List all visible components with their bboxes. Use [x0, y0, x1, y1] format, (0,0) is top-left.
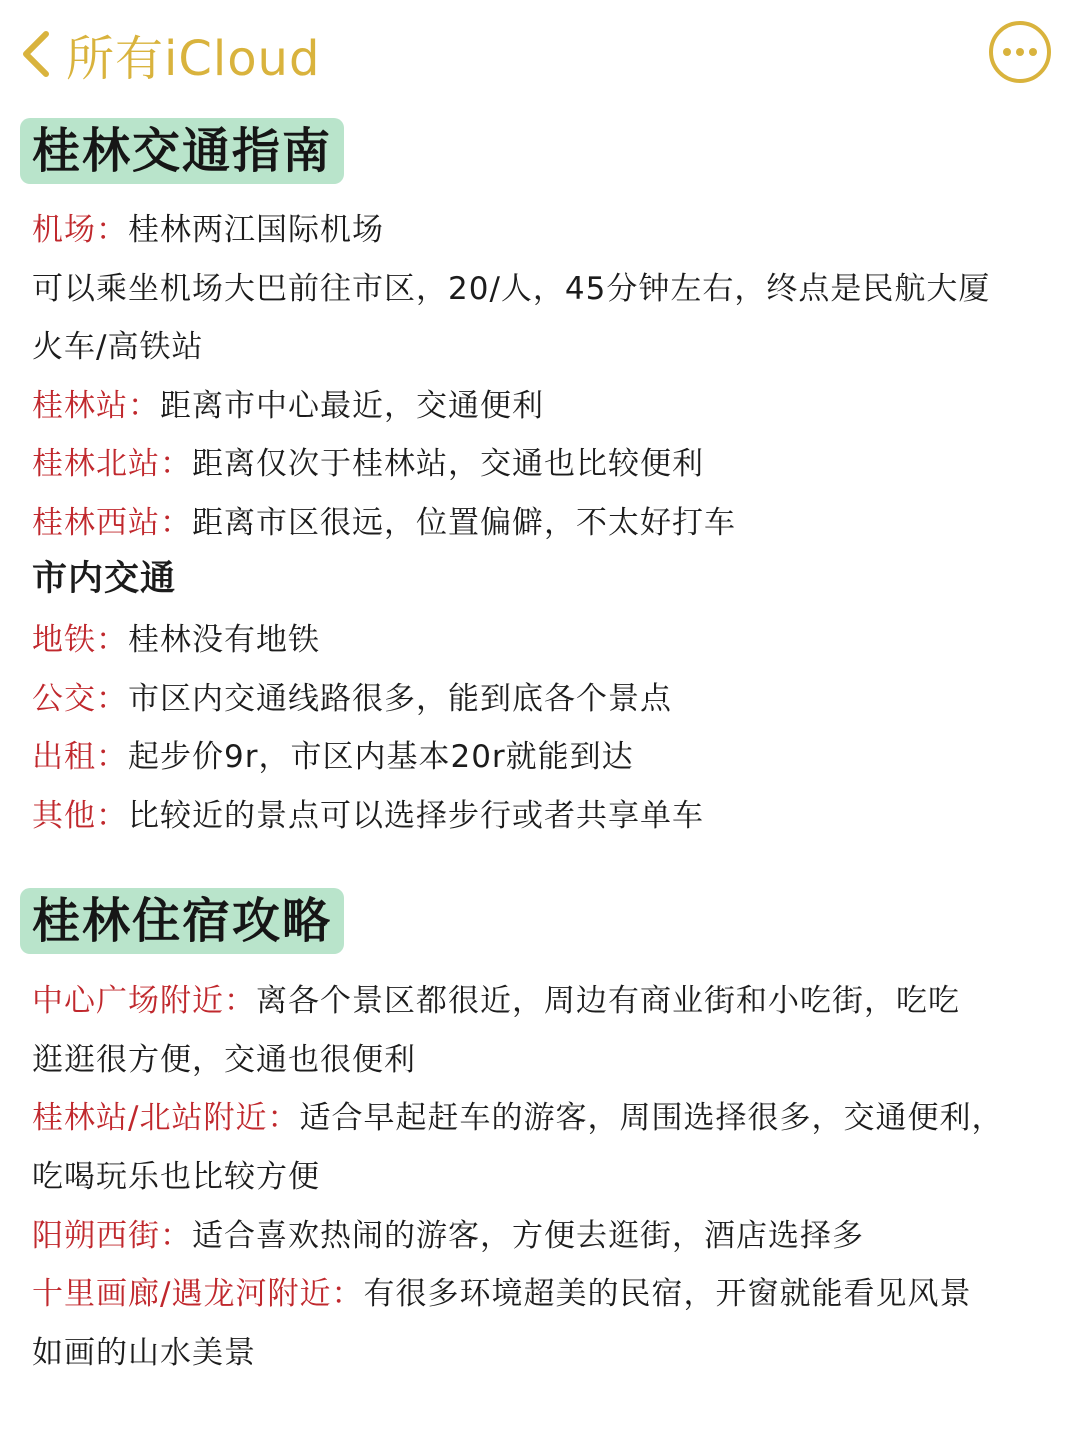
city-heading: 市内交通 [32, 559, 177, 599]
city-item [32, 735, 634, 779]
more-icon [988, 20, 1052, 84]
lodging-label: 中心广场附近： [32, 983, 256, 1019]
city-text: 桂林没有地铁 [128, 622, 320, 658]
station-text: 距离市区很远，位置偏僻，不太好打车 [192, 505, 736, 541]
station-label: 桂林西站： [32, 505, 192, 541]
station-item [32, 442, 704, 486]
more-button[interactable] [988, 20, 1052, 84]
city-text: 市区内交通线路很多，能到底各个景点 [128, 681, 672, 717]
lodging-continuation: 如画的山水美景 [32, 1335, 256, 1371]
lodging-continuation: 逛逛很方便，交通也很便利 [32, 1042, 416, 1078]
lodging-text: 适合早起赶车的游客，周围选择很多，交通便利， [299, 1100, 1004, 1136]
lodging-text: 适合喜欢热闹的游客，方便去逛街，酒店选择多 [192, 1218, 864, 1254]
airport-detail: 可以乘坐机场大巴前往市区，20/人，45分钟左右，终点是民航大厦 [32, 271, 991, 307]
city-item [32, 618, 320, 662]
station-item [32, 501, 736, 545]
lodging-item [32, 1272, 971, 1316]
station-label: 桂林站： [32, 388, 160, 424]
city-text: 比较近的景点可以选择步行或者共享单车 [128, 798, 704, 834]
airport-line [32, 208, 384, 252]
city-item [32, 677, 672, 721]
airport-label: 机场： [32, 212, 128, 248]
city-label: 地铁： [32, 622, 128, 658]
city-item [32, 794, 704, 838]
station-text: 距离仅次于桂林站，交通也比较便利 [192, 446, 704, 482]
lodging-continuation: 吃喝玩乐也比较方便 [32, 1159, 320, 1195]
back-button[interactable] [16, 22, 320, 86]
rail-heading: 火车/高铁站 [32, 329, 204, 365]
city-text: 起步价9r，市区内基本20r就能到达 [128, 739, 634, 775]
airport-text: 桂林两江国际机场 [128, 212, 384, 248]
chevron-left-icon [16, 26, 56, 82]
section-title-lodging: 桂林住宿攻略 [20, 888, 344, 954]
lodging-item [32, 1214, 864, 1258]
city-label: 出租： [32, 739, 128, 775]
city-label: 其他： [32, 798, 128, 834]
section-title-transport: 桂林交通指南 [20, 118, 344, 184]
lodging-label: 十里画廊/遇龙河附近： [32, 1276, 364, 1312]
station-text: 距离市中心最近，交通便利 [160, 388, 544, 424]
city-label: 公交： [32, 681, 128, 717]
station-label: 桂林北站： [32, 446, 192, 482]
station-item [32, 384, 544, 428]
lodging-item [32, 979, 960, 1023]
lodging-text: 有很多环境超美的民宿，开窗就能看见风景 [363, 1276, 972, 1312]
lodging-label: 桂林站/北站附近： [32, 1100, 300, 1136]
lodging-item [32, 1096, 1003, 1140]
back-label: 所有iCloud [66, 30, 321, 87]
lodging-label: 阳朔西街： [32, 1218, 192, 1254]
navigation-bar [0, 0, 1080, 110]
lodging-text: 离各个景区都很近，周边有商业街和小吃街，吃吃 [256, 983, 960, 1019]
